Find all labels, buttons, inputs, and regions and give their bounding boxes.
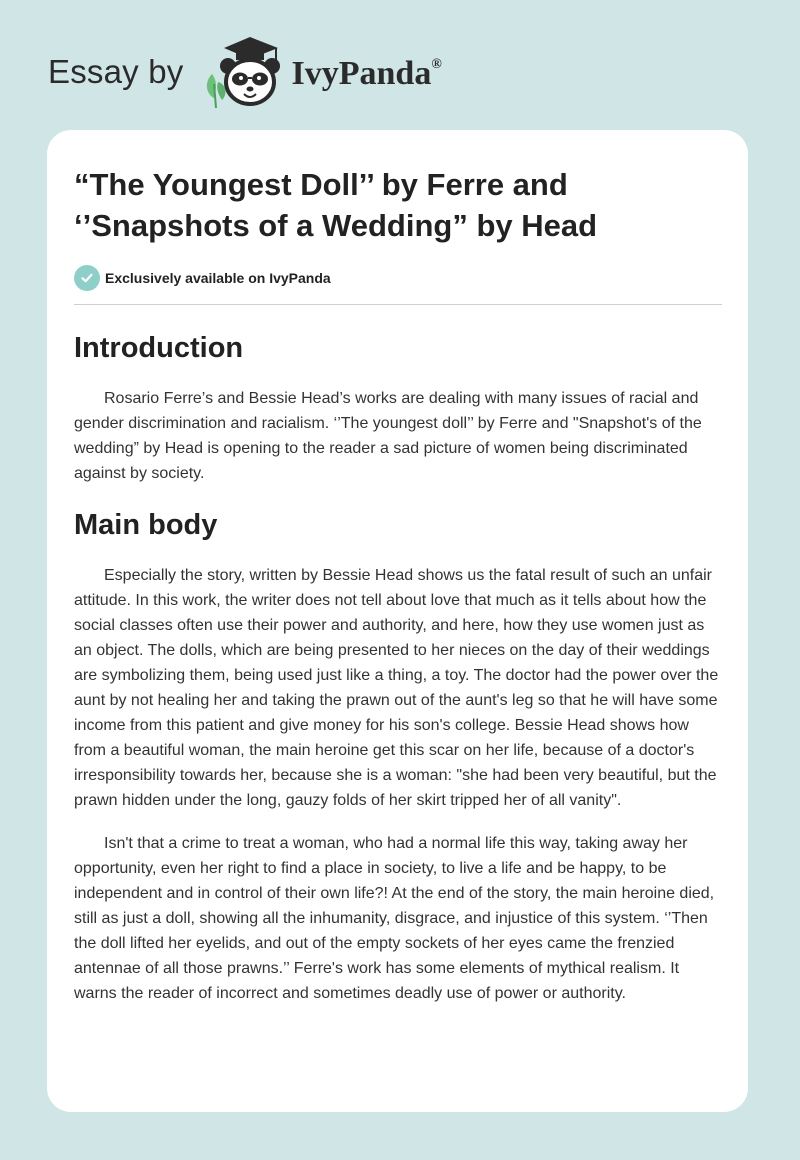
essay-title: “The Youngest Doll’’ by Ferre and ‘’Snapshots of a Wedding” by Head bbox=[74, 167, 598, 243]
essay-card bbox=[47, 130, 748, 1112]
paragraph: Especially the story, written by Bessie Head shows us the fatal result of such an unfair attitude. In this work, the writer does not tell about love that much as it tells about how the social classes often use their power and authority, and here, how they use women just as an object. The dolls, which are being presented to her nieces on the day of their weddings are symbolizing them, being used just like a thing, a toy. The doctor had the power over the aunt by not healing her and taking the prawn out of the aunt's leg so that he will have some income from this patient and give money for his son's college. Bessie Head shows how from a beautiful woman, the main heroine get this scar on her life, because of a doctor's irresponsibility towards her, because she is a woman: "she had been very beautiful, but the prawn hidden under the long, gauzy folds of her skirt tripped her of all vanity". bbox=[74, 567, 719, 809]
registered-mark: ® bbox=[431, 56, 442, 72]
section-heading-main-body: Main body bbox=[74, 509, 218, 541]
exclusive-label: Exclusively available on IvyPanda bbox=[105, 270, 331, 286]
essay-by-label: Essay by bbox=[48, 53, 184, 90]
exclusive-badge bbox=[74, 265, 722, 291]
paragraph: Rosario Ferre’s and Bessie Head’s works are dealing with many issues of racial and gender discrimination and racialism. ‘’The youngest doll’’ by Ferre and "Snapshot's of the wedding” by Head is opening to the reader a sad picture of women being discriminated against by society. bbox=[74, 390, 702, 482]
section-heading-introduction: Introduction bbox=[74, 332, 244, 364]
brand-name: IvyPanda® bbox=[291, 55, 442, 92]
check-circle-icon bbox=[74, 265, 100, 291]
panda-graduate-icon bbox=[198, 34, 290, 110]
site-header bbox=[48, 34, 442, 110]
paragraph: Isn't that a crime to treat a woman, who had a normal life this way, taking away her opportunity, even her right to find a place in society, to live a life and be happy, to be independent and in control of their own life?! At the end of the story, the main heroine died, still as just a doll, showing all the inhumanity, disgrace, and injustice of this system. ‘’Then the doll lifted her eyelids, and out of the empty sockets of her eyes came the frenzied antennae of all those prawns.’’ Ferre's work has some elements of mythical realism. It warns the reader of incorrect and sometimes deadly use of power or authority. bbox=[74, 835, 715, 1002]
divider bbox=[74, 304, 722, 305]
